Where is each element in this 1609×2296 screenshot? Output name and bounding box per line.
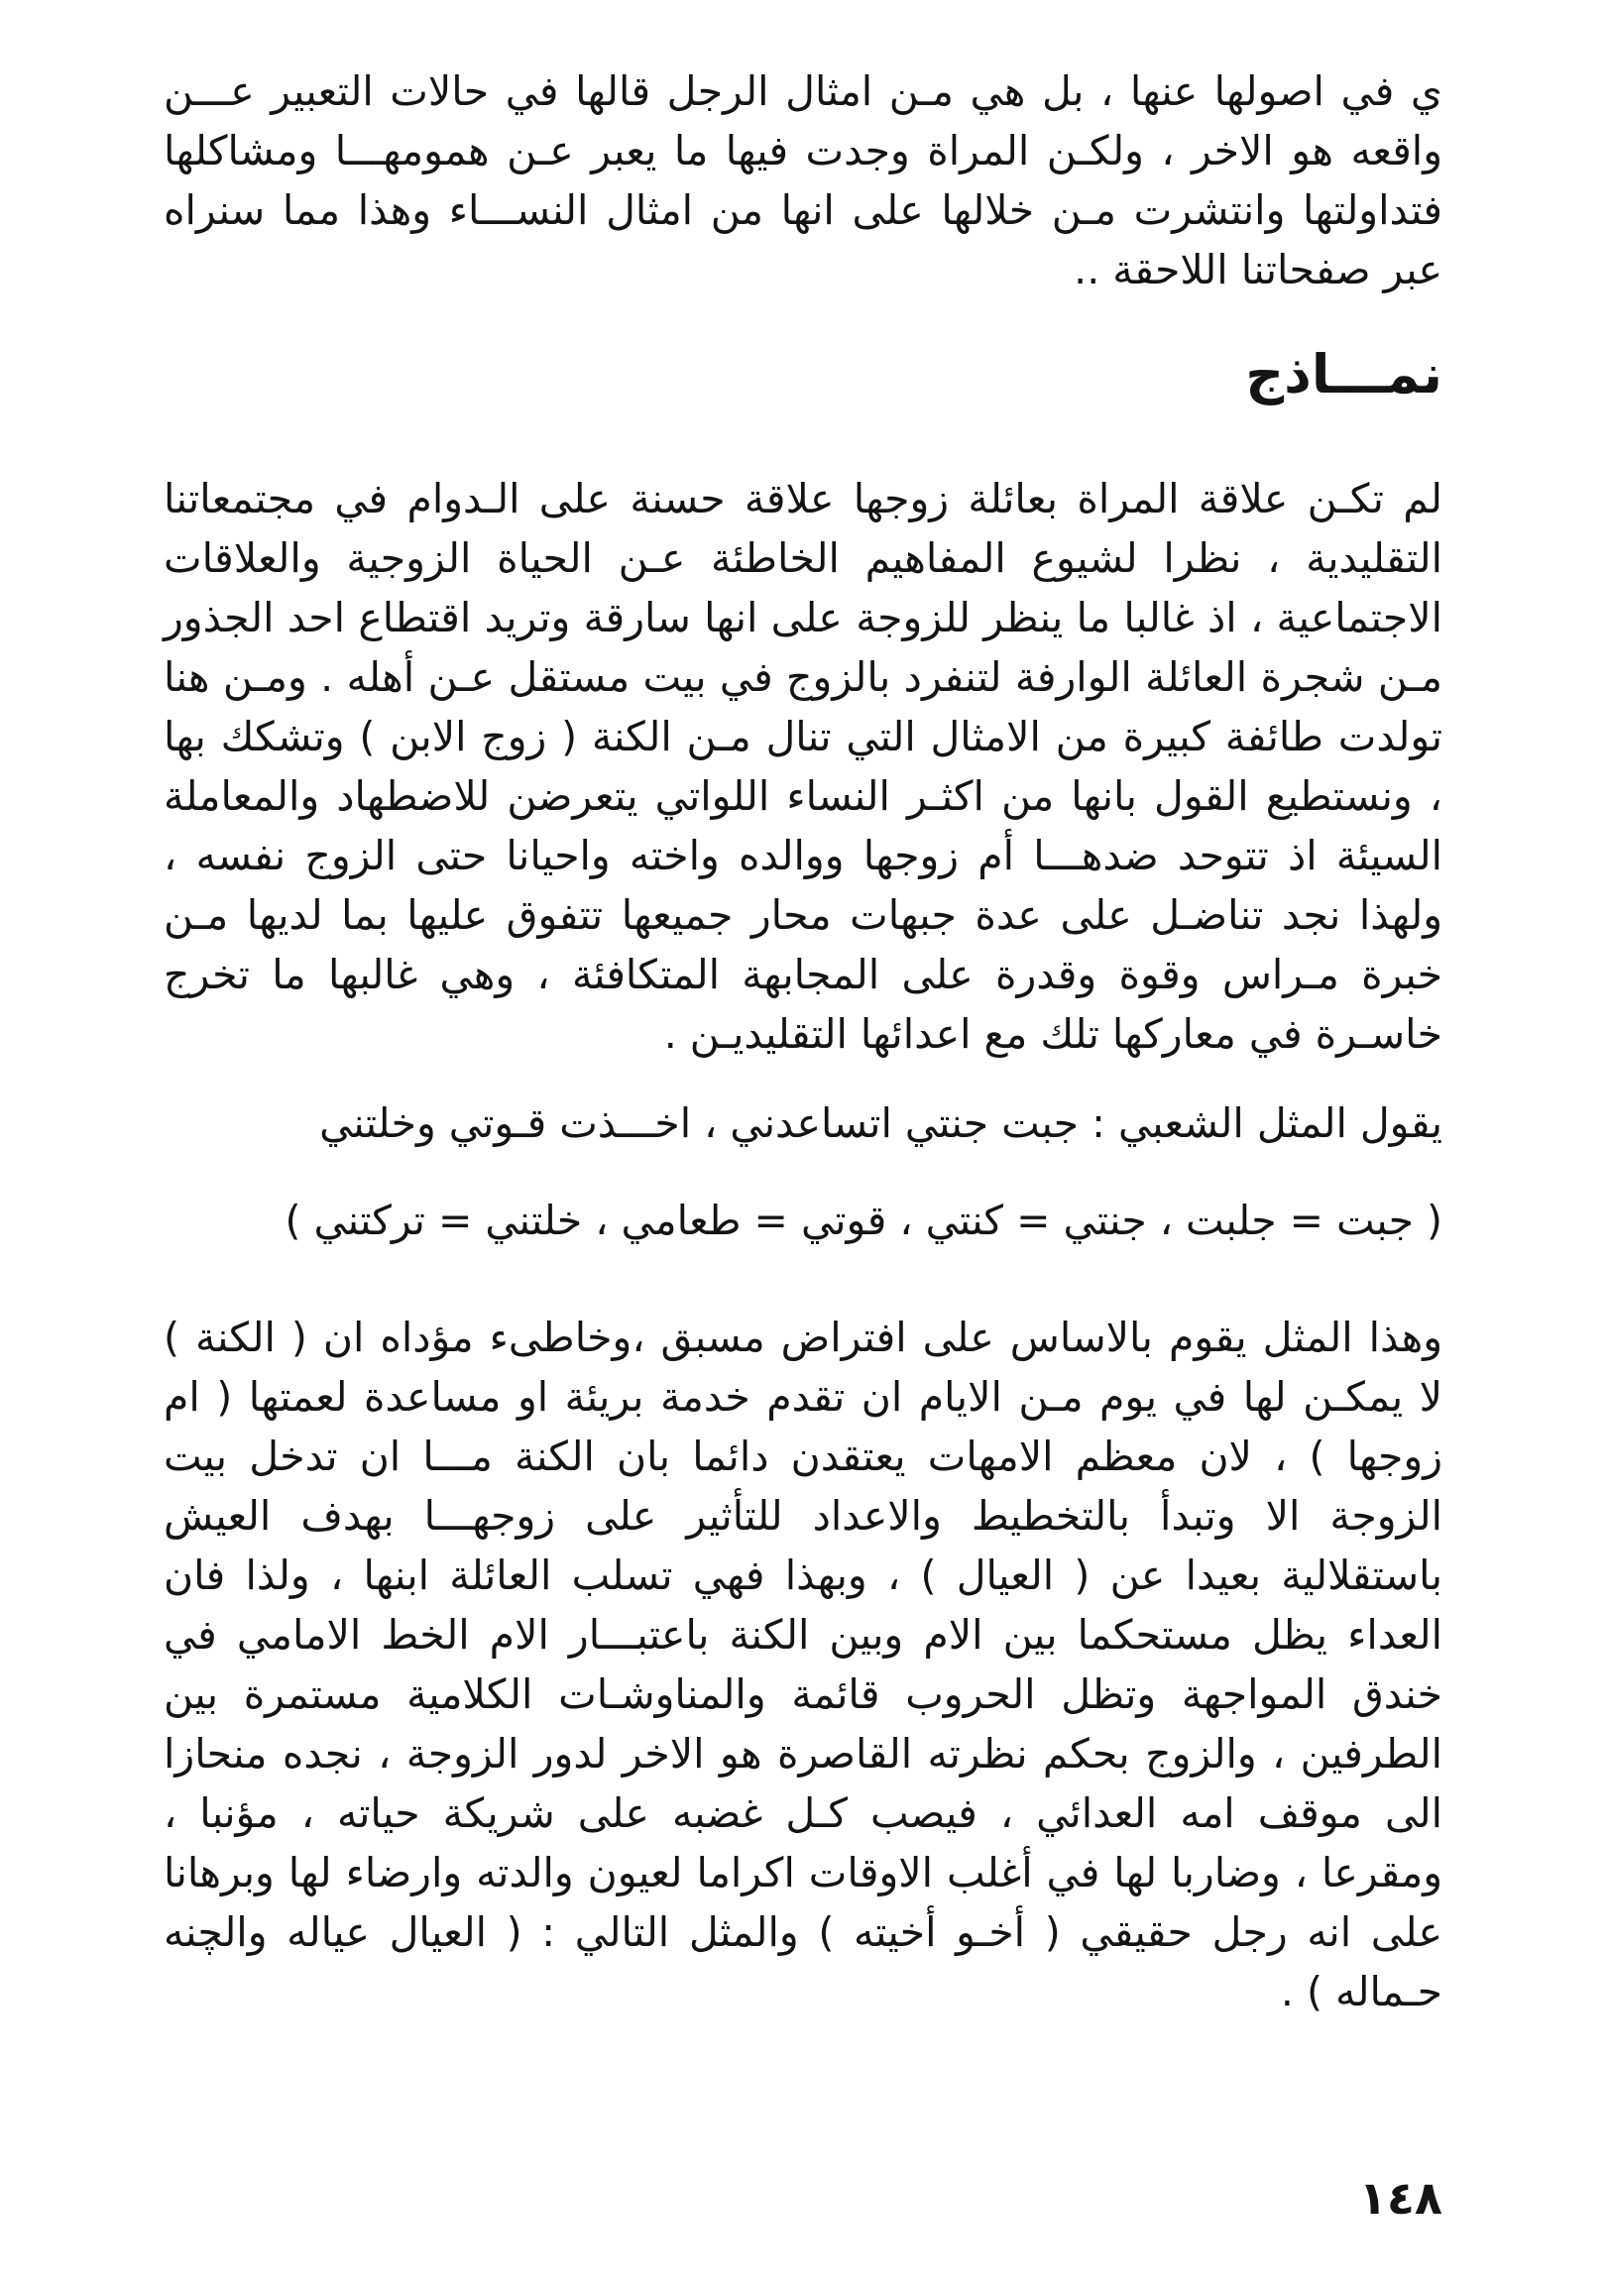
body-paragraph-2: وهذا المثل يقوم بالاساس على افتراض مسبق ،وخاطىء مؤداه ان ( الكنة ) لا يمكـن لها في يوم مـن الايام ان تقدم خدمة بريئة او مساعدة لعمتها ( ام زوجها ) ، لان معظم الامهات يعتقدن دائما بان الكنة مـــا ان تدخل بيت الزوجة الا وتبدأ بالتخطيط والاعداد للتأثير على زوجهـــا بهدف العيش باستقلالية بعيدا عن ( العيال ) ، وبهذا فهي تسلب العائلة ابنها ، ولذا فان العداء يظل مستحكما بين الام وبين الكنة باعتبـــار الام الخط الامامي في خندق المواجهة وتظل الحروب قائمة والمناوشـات الكلامية مستمرة بين الطرفين ، والزوج بحكم نظرته القاصرة هو الاخر لدور الزوجة ، نجده منحازا الى موقف امه العدائي ، فيصب كـل غضبه على شريكة حياته ، مؤنبا ، ومقرعا ، وضاربا لها في أغلب الاوقات اكراما لعيون والدته وارضاء لها وبرهانا على انه رجل حقيقي ( أخـو أخيته ) والمثل التالي : ( العيال عياله والچنه حـماله ) . xyxy=(164,1314,1442,2015)
page-number: ١٤٨ xyxy=(1358,2171,1442,2225)
proverb-paragraph: يقول المثل الشعبي : جبت جنتي اتساعدني ، اخـــذت قـوتي وخلتني xyxy=(319,1099,1442,1147)
document-page xyxy=(164,61,1442,2021)
section-heading: نمـــاذج xyxy=(1245,343,1442,405)
intro-paragraph: ي في اصولها عنها ، بل هي مـن امثال الرجل قالها في حالات التعبير عـــن واقعه هو الاخر ، ولكـن المراة وجدت فيها ما يعبر عـن همومهـــا ومشاكلها فتداولتها وانتشرت مـن خلالها على انها من امثال النســـاء وهذا مما سنراه عبر صفحاتنا اللاحقة .. xyxy=(164,67,1442,293)
body-paragraph-1: لم تكـن علاقة المراة بعائلة زوجها علاقة حسنة على الـدوام في مجتمعاتنا التقليدية ، نظرا لشيوع المفاهيم الخاطئة عـن الحياة الزوجية والعلاقات الاجتماعية ، اذ غالبا ما ينظر للزوجة على انها سارقة وتريد اقتطاع احد الجذور مـن شجرة العائلة الوارفة لتنفرد بالزوج في بيت مستقل عـن أهله . ومـن هنا تولدت طائفة كبيرة من الامثال التي تنال مـن الكنة ( زوج الابن ) وتشكك بها ، ونستطيع القول بانها من اكثـر النساء اللواتي يتعرضن للاضطهاد والمعاملة السيئة اذ تتوحد ضدهـــا أم زوجها ووالده واخته واحيانا حتى الزوج نفسه ، ولهذا نجد تناضـل على عدة جبهات محار جميعها تتفوق عليها بما لديها مـن خبرة مـراس وقوة وقدرة على المجابهة المتكافئة ، وهي غالبها ما تخرج خاسـرة في معاركها تلك مع اعدائها التقليديـن . xyxy=(164,475,1442,1058)
proverb-glossary: ( جبت = جلبت ، جنتي = كنتي ، قوتي = طعامي ، خلتني = تركتني ) xyxy=(285,1197,1442,1244)
